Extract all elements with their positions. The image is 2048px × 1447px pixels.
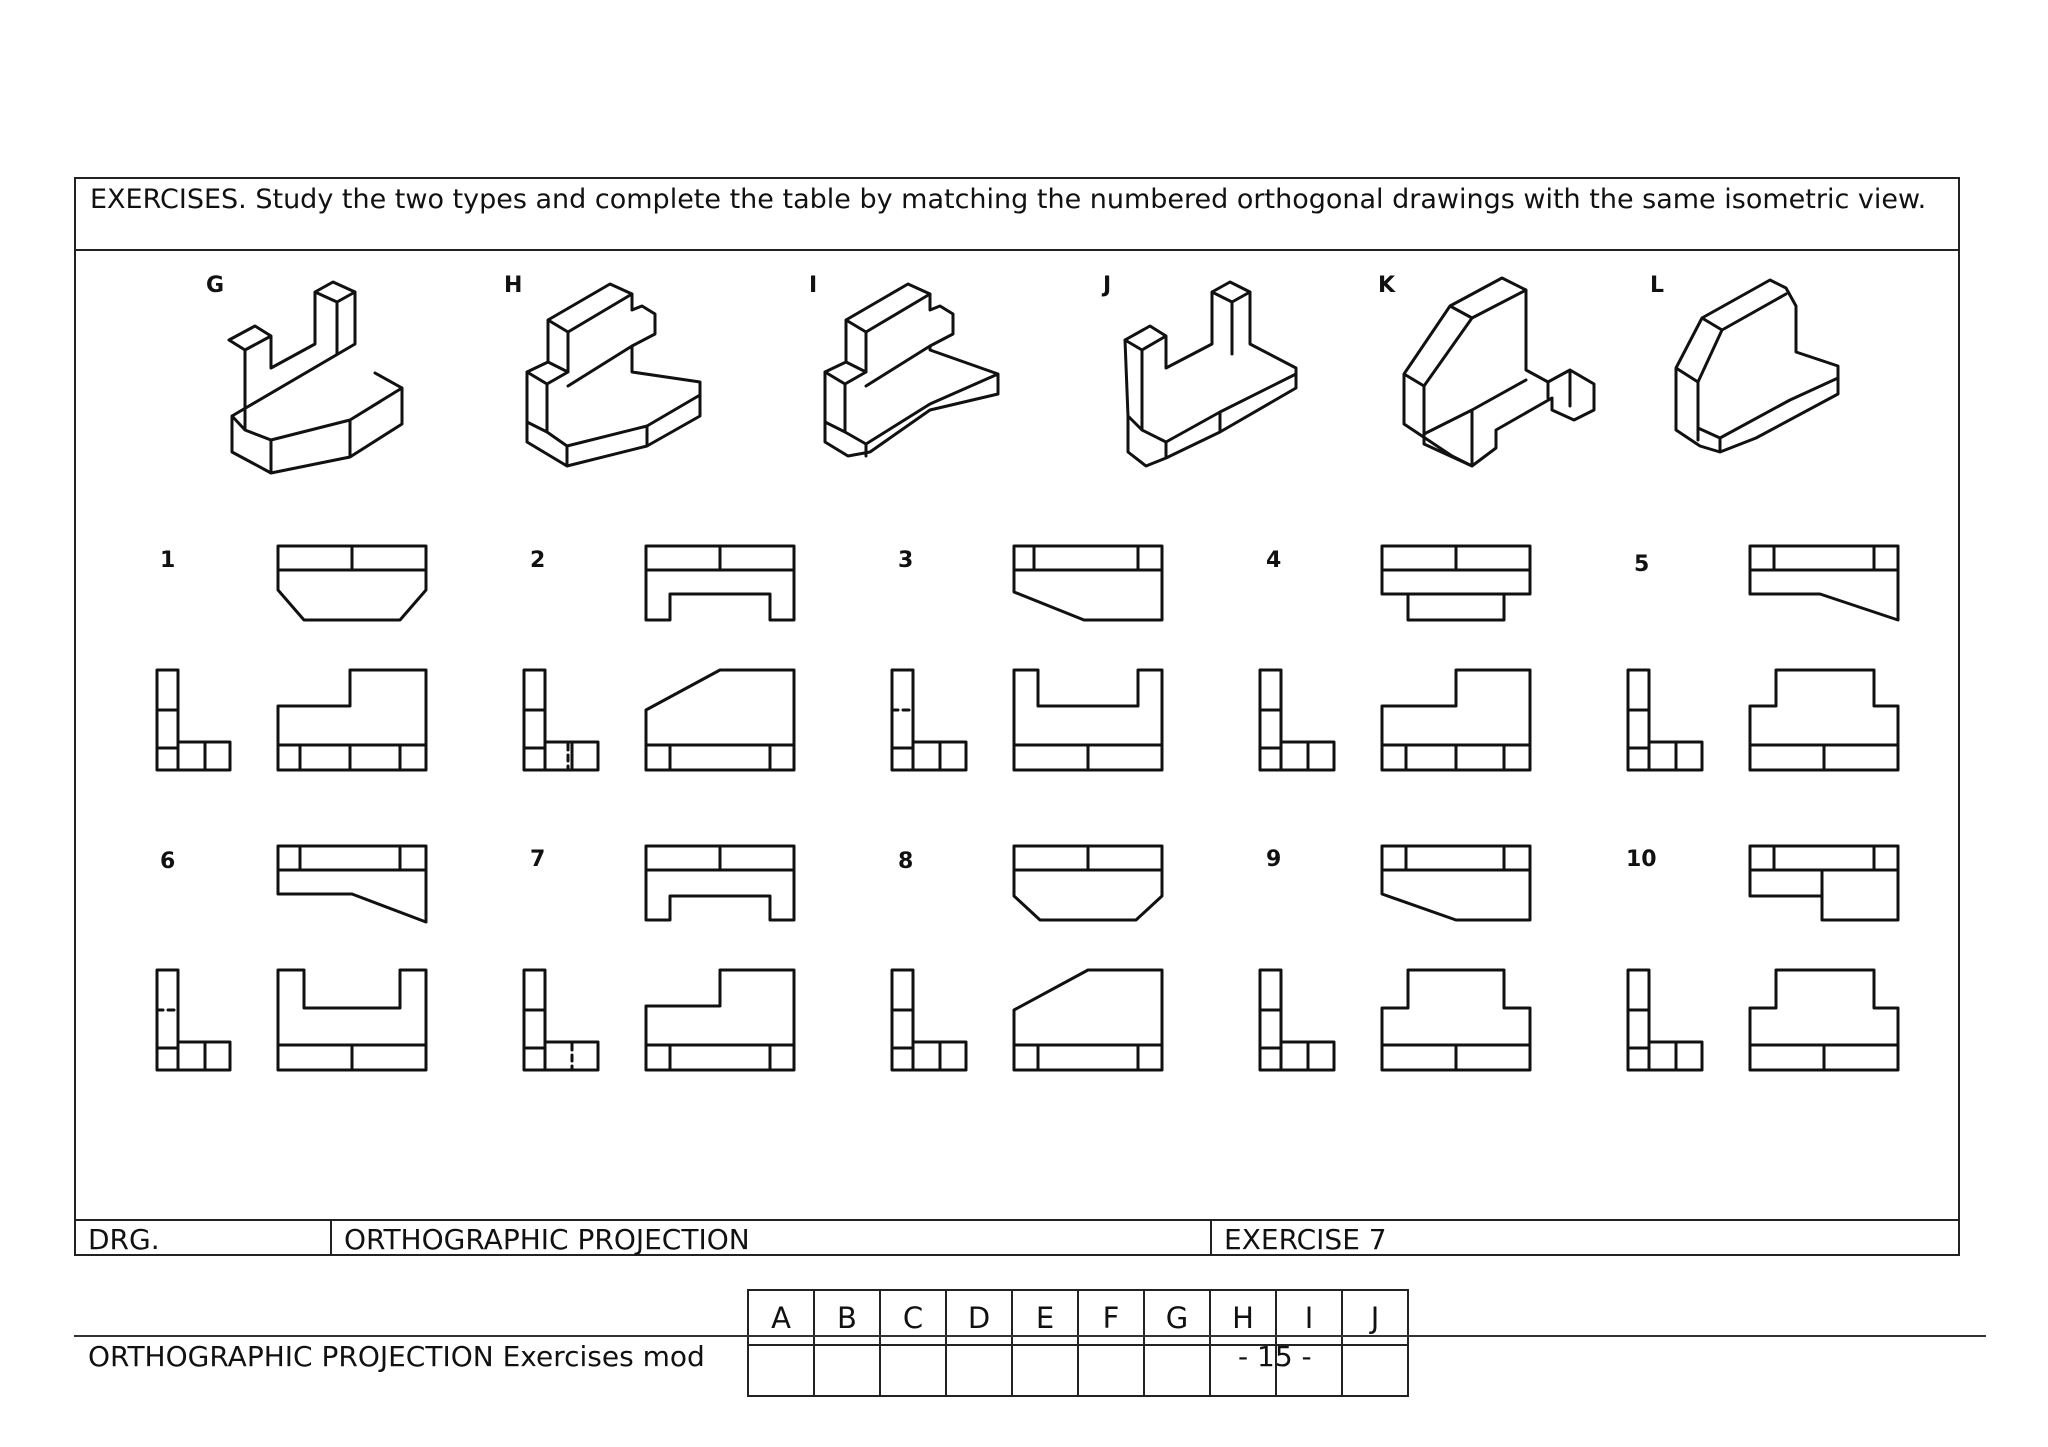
answer-table-header: D [946, 1290, 1012, 1345]
answer-table-header: C [880, 1290, 946, 1345]
answer-table-header: J [1342, 1290, 1408, 1345]
answer-cell[interactable] [1012, 1345, 1078, 1396]
isometric-label: H [504, 273, 523, 298]
answer-cell[interactable] [1144, 1345, 1210, 1396]
answer-table-header: F [1078, 1290, 1144, 1345]
isometric-label: I [809, 273, 818, 298]
answer-cell[interactable] [880, 1345, 946, 1396]
drawing-number-label: 8 [898, 849, 914, 874]
footer-page-number: - 15 - [1238, 1340, 1312, 1373]
isometric-label: L [1650, 273, 1665, 298]
drawing-number-label: 7 [530, 847, 546, 872]
answer-cell[interactable] [1078, 1345, 1144, 1396]
drawing-number-label: 2 [530, 548, 546, 573]
drawing-number-label: 9 [1266, 847, 1282, 872]
exercise-number-cell: EXERCISE 7 [1224, 1223, 1387, 1256]
drawing-number-label: 6 [160, 849, 176, 874]
isometric-label: K [1378, 273, 1396, 298]
answer-table-header: I [1276, 1290, 1342, 1345]
drawing-number-label: 1 [160, 548, 176, 573]
answer-cell[interactable] [748, 1345, 814, 1396]
exercise-sheet [74, 177, 1960, 1335]
title-block [76, 1219, 1958, 1256]
answer-cell[interactable] [1342, 1345, 1408, 1396]
drawing-number-label: 3 [898, 548, 914, 573]
answer-table-header: E [1012, 1290, 1078, 1345]
answer-table-header: B [814, 1290, 880, 1345]
answer-table-header: H [1210, 1290, 1276, 1345]
footer-document-title: ORTHOGRAPHIC PROJECTION Exercises mod [88, 1340, 705, 1373]
footer-rule [74, 1335, 1986, 1337]
drawing-number-label: 5 [1634, 552, 1650, 577]
drawing-title-cell: ORTHOGRAPHIC PROJECTION [332, 1221, 1212, 1256]
isometric-label: J [1103, 273, 1112, 298]
answer-cell[interactable] [946, 1345, 1012, 1396]
answer-table-header: G [1144, 1290, 1210, 1345]
instructions-text: EXERCISES. Study the two types and complete the table by matching the numbered orthogonal drawings with the same isometric view. [76, 179, 1958, 251]
drawing-number-label: 4 [1266, 548, 1282, 573]
answer-table-header: A [748, 1290, 814, 1345]
isometric-label: G [206, 273, 225, 298]
answer-cell[interactable] [814, 1345, 880, 1396]
drawing-number-cell: DRG. [76, 1221, 332, 1256]
drawing-number-label: 10 [1626, 847, 1657, 872]
